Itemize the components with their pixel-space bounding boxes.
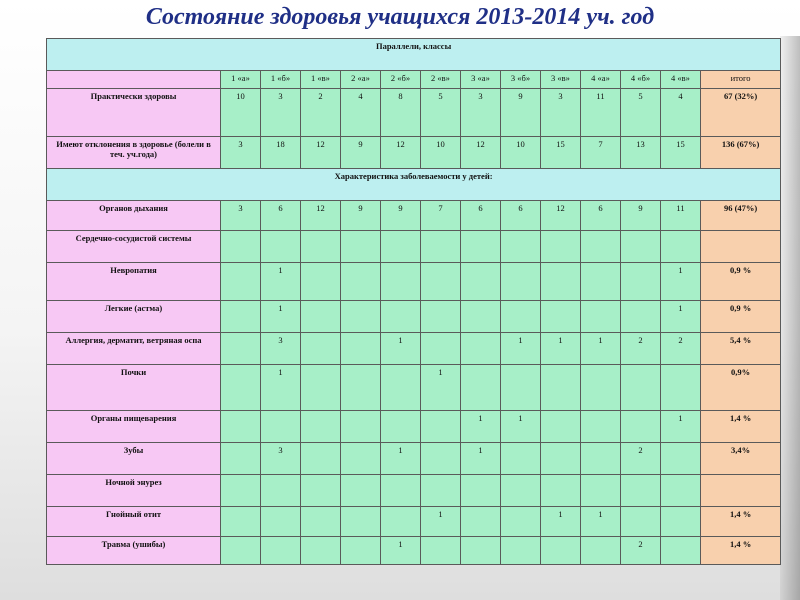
value-cell: 4 [341, 89, 381, 137]
value-cell [421, 537, 461, 565]
value-cell: 9 [501, 89, 541, 137]
value-cell [421, 411, 461, 443]
value-cell [661, 365, 701, 411]
value-cell [341, 333, 381, 365]
class-header-cell: 1 «в» [301, 71, 341, 89]
value-cell [621, 507, 661, 537]
value-cell [301, 507, 341, 537]
value-cell: 18 [261, 137, 301, 169]
value-cell [221, 263, 261, 301]
value-cell [461, 365, 501, 411]
value-cell [301, 411, 341, 443]
row-label: Травма (ушибы) [47, 537, 221, 565]
value-cell [301, 231, 341, 263]
value-cell [541, 537, 581, 565]
value-cell [501, 475, 541, 507]
value-cell [461, 507, 501, 537]
row-label: Органы пищеварения [47, 411, 221, 443]
value-cell [341, 411, 381, 443]
row-label: Невропатия [47, 263, 221, 301]
value-cell [221, 231, 261, 263]
value-cell [381, 231, 421, 263]
value-cell [461, 301, 501, 333]
value-cell: 1 [381, 333, 421, 365]
value-cell [301, 263, 341, 301]
row-label: Аллергия, дерматит, ветряная оспа [47, 333, 221, 365]
value-cell [581, 411, 621, 443]
value-cell: 1 [501, 333, 541, 365]
value-cell [261, 231, 301, 263]
value-cell: 1 [261, 301, 301, 333]
value-cell: 1 [421, 365, 461, 411]
total-cell: 96 (47%) [701, 201, 781, 231]
value-cell: 6 [461, 201, 501, 231]
value-cell [301, 443, 341, 475]
table-row [47, 537, 781, 565]
value-cell [341, 263, 381, 301]
value-cell [541, 443, 581, 475]
value-cell: 1 [661, 301, 701, 333]
value-cell [221, 365, 261, 411]
row-label: Зубы [47, 443, 221, 475]
header-classes-row [47, 71, 781, 89]
value-cell [341, 475, 381, 507]
value-cell [661, 231, 701, 263]
value-cell: 1 [461, 411, 501, 443]
value-cell: 6 [261, 201, 301, 231]
value-cell: 7 [421, 201, 461, 231]
value-cell [581, 301, 621, 333]
section-banner-row [47, 169, 781, 201]
class-header-cell: 4 «а» [581, 71, 621, 89]
value-cell: 5 [621, 89, 661, 137]
value-cell: 12 [541, 201, 581, 231]
total-cell: 1,4 % [701, 411, 781, 443]
value-cell: 1 [661, 411, 701, 443]
value-cell [501, 231, 541, 263]
row-label: Сердечно-сосудистой системы [47, 231, 221, 263]
value-cell [261, 507, 301, 537]
value-cell: 7 [581, 137, 621, 169]
total-cell: 0,9% [701, 365, 781, 411]
value-cell [581, 475, 621, 507]
value-cell [301, 537, 341, 565]
value-cell [501, 365, 541, 411]
value-cell [301, 333, 341, 365]
value-cell [341, 365, 381, 411]
value-cell [421, 333, 461, 365]
value-cell: 1 [461, 443, 501, 475]
value-cell [221, 443, 261, 475]
value-cell: 1 [261, 365, 301, 411]
value-cell: 10 [501, 137, 541, 169]
value-cell: 8 [381, 89, 421, 137]
table-row [47, 301, 781, 333]
value-cell [461, 475, 501, 507]
table-row [47, 333, 781, 365]
value-cell [421, 231, 461, 263]
value-cell [621, 365, 661, 411]
value-cell [421, 301, 461, 333]
value-cell: 1 [501, 411, 541, 443]
value-cell: 2 [621, 537, 661, 565]
value-cell: 6 [501, 201, 541, 231]
total-cell: 67 (32%) [701, 89, 781, 137]
value-cell [581, 443, 621, 475]
value-cell: 1 [261, 263, 301, 301]
row-label: Ночной энурез [47, 475, 221, 507]
total-cell: 0,9 % [701, 301, 781, 333]
value-cell: 11 [581, 89, 621, 137]
header-corner-cell [47, 71, 221, 89]
class-header-cell: 4 «б» [621, 71, 661, 89]
row-label: Почки [47, 365, 221, 411]
value-cell [621, 301, 661, 333]
value-cell [421, 475, 461, 507]
value-cell [301, 301, 341, 333]
health-table [46, 38, 781, 565]
value-cell [541, 475, 581, 507]
value-cell [301, 365, 341, 411]
table-row [47, 137, 781, 169]
value-cell [221, 475, 261, 507]
value-cell [341, 507, 381, 537]
value-cell: 12 [461, 137, 501, 169]
value-cell [501, 507, 541, 537]
value-cell [461, 537, 501, 565]
class-header-cell: 4 «в» [661, 71, 701, 89]
header-parallels-row [47, 39, 781, 71]
value-cell: 2 [661, 333, 701, 365]
value-cell [661, 443, 701, 475]
value-cell [221, 411, 261, 443]
value-cell [661, 475, 701, 507]
table-row [47, 89, 781, 137]
value-cell [581, 537, 621, 565]
value-cell [341, 301, 381, 333]
value-cell: 15 [541, 137, 581, 169]
section-header: Характеристика заболеваемости у детей: [47, 169, 781, 201]
value-cell: 13 [621, 137, 661, 169]
value-cell [381, 301, 421, 333]
slide-shadow [780, 36, 800, 600]
class-header-cell: 3 «б» [501, 71, 541, 89]
value-cell [581, 365, 621, 411]
value-cell: 3 [261, 333, 301, 365]
total-cell: 1,4 % [701, 537, 781, 565]
value-cell [541, 365, 581, 411]
value-cell [221, 537, 261, 565]
value-cell [461, 263, 501, 301]
row-label: Имеют отклонения в здоровье (болели в теч. уч.года) [47, 137, 221, 169]
value-cell: 1 [541, 507, 581, 537]
value-cell [421, 263, 461, 301]
parallels-header: Параллели, классы [47, 39, 781, 71]
value-cell [541, 301, 581, 333]
value-cell [621, 411, 661, 443]
value-cell: 5 [421, 89, 461, 137]
value-cell [261, 411, 301, 443]
value-cell: 3 [261, 89, 301, 137]
value-cell [221, 333, 261, 365]
value-cell: 11 [661, 201, 701, 231]
total-cell [701, 231, 781, 263]
value-cell: 3 [261, 443, 301, 475]
value-cell [581, 231, 621, 263]
value-cell [461, 333, 501, 365]
value-cell: 1 [381, 537, 421, 565]
value-cell [381, 365, 421, 411]
value-cell: 1 [421, 507, 461, 537]
value-cell [501, 301, 541, 333]
value-cell: 2 [621, 443, 661, 475]
value-cell [661, 537, 701, 565]
value-cell: 1 [581, 507, 621, 537]
row-label: Органов дыхания [47, 201, 221, 231]
total-header-cell: итого [701, 71, 781, 89]
value-cell [541, 263, 581, 301]
class-header-cell: 3 «а» [461, 71, 501, 89]
value-cell: 1 [541, 333, 581, 365]
value-cell: 12 [301, 137, 341, 169]
class-header-cell: 2 «в» [421, 71, 461, 89]
value-cell [661, 507, 701, 537]
value-cell [261, 475, 301, 507]
value-cell [541, 411, 581, 443]
value-cell: 1 [381, 443, 421, 475]
value-cell [501, 263, 541, 301]
value-cell [341, 443, 381, 475]
value-cell [421, 443, 461, 475]
value-cell: 3 [221, 137, 261, 169]
class-header-cell: 2 «б» [381, 71, 421, 89]
value-cell: 2 [621, 333, 661, 365]
value-cell: 4 [661, 89, 701, 137]
total-cell: 0,9 % [701, 263, 781, 301]
value-cell: 3 [461, 89, 501, 137]
value-cell [381, 475, 421, 507]
class-header-cell: 1 «б» [261, 71, 301, 89]
value-cell [261, 537, 301, 565]
row-label: Легкие (астма) [47, 301, 221, 333]
value-cell [461, 231, 501, 263]
value-cell: 12 [381, 137, 421, 169]
table-row [47, 475, 781, 507]
total-cell: 1,4 % [701, 507, 781, 537]
value-cell [381, 411, 421, 443]
row-label: Практически здоровы [47, 89, 221, 137]
value-cell [621, 231, 661, 263]
value-cell: 9 [341, 201, 381, 231]
value-cell [301, 475, 341, 507]
class-header-cell: 2 «а» [341, 71, 381, 89]
value-cell: 3 [221, 201, 261, 231]
value-cell [341, 231, 381, 263]
total-cell [701, 475, 781, 507]
value-cell: 3 [541, 89, 581, 137]
class-header-cell: 3 «в» [541, 71, 581, 89]
value-cell: 2 [301, 89, 341, 137]
value-cell [541, 231, 581, 263]
value-cell: 1 [581, 333, 621, 365]
value-cell: 12 [301, 201, 341, 231]
value-cell: 9 [341, 137, 381, 169]
class-header-cell: 1 «а» [221, 71, 261, 89]
table-row [47, 411, 781, 443]
row-label: Гнойный отит [47, 507, 221, 537]
value-cell [381, 263, 421, 301]
total-cell: 5,4 % [701, 333, 781, 365]
table-row [47, 263, 781, 301]
table-row [47, 507, 781, 537]
value-cell [381, 507, 421, 537]
total-cell: 3,4% [701, 443, 781, 475]
total-cell: 136 (67%) [701, 137, 781, 169]
value-cell [501, 443, 541, 475]
table-row [47, 201, 781, 231]
value-cell: 1 [661, 263, 701, 301]
table-row [47, 365, 781, 411]
value-cell: 6 [581, 201, 621, 231]
value-cell [621, 475, 661, 507]
value-cell: 15 [661, 137, 701, 169]
value-cell [341, 537, 381, 565]
value-cell [221, 301, 261, 333]
table-row [47, 443, 781, 475]
value-cell: 9 [381, 201, 421, 231]
value-cell: 10 [421, 137, 461, 169]
value-cell [621, 263, 661, 301]
table-row [47, 231, 781, 263]
value-cell [501, 537, 541, 565]
value-cell: 10 [221, 89, 261, 137]
value-cell [221, 507, 261, 537]
value-cell: 9 [621, 201, 661, 231]
value-cell [581, 263, 621, 301]
page-title: Состояние здоровья учащихся 2013-2014 уч. год [145, 4, 655, 30]
